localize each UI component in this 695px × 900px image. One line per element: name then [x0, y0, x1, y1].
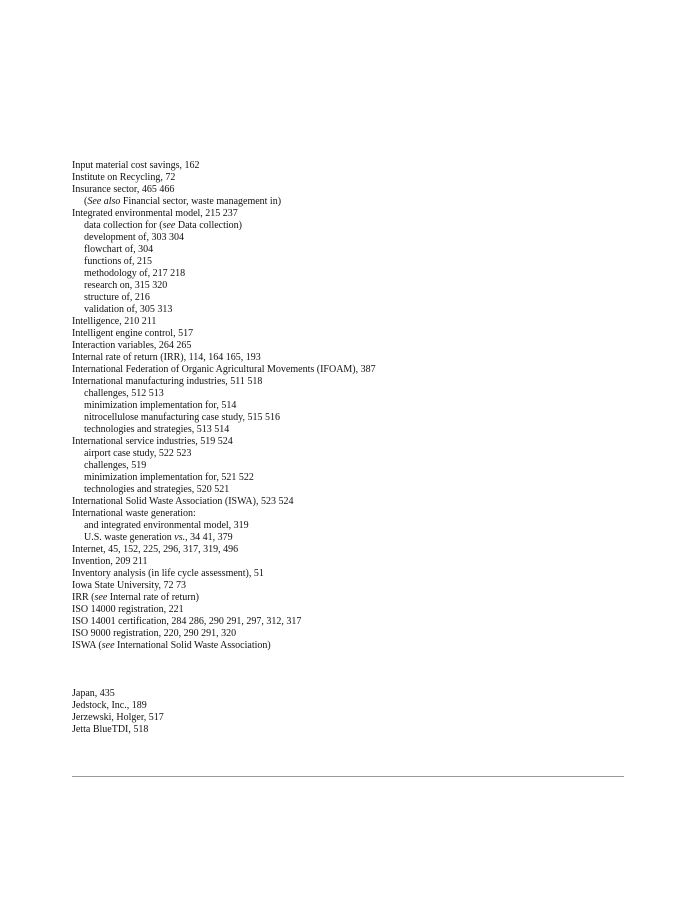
entry-text: International Solid Waste Association): [114, 640, 271, 651]
entry-text: functions of, 215: [84, 256, 153, 267]
entry-text: and integrated environmental model, 319: [84, 520, 249, 531]
index-subentry: [72, 424, 632, 436]
index-section-i: [72, 160, 632, 652]
index-entry: [72, 184, 632, 196]
entry-text: International manufacturing industries, 511 518: [72, 376, 263, 387]
entry-text: Internal rate of return): [107, 592, 199, 603]
index-entry: [72, 352, 632, 364]
index-subentry: [72, 304, 632, 316]
index-subentry: [72, 484, 632, 496]
index-subentry: [72, 220, 632, 232]
entry-text: Input material cost savings, 162: [72, 160, 200, 171]
entry-text: technologies and strategies, 520 521: [84, 484, 230, 495]
entry-text: ISO 14001 certification, 284 286, 290 291, 297, 312, 317: [72, 616, 302, 627]
entry-text: minimization implementation for, 514: [84, 400, 237, 411]
entry-text: International Federation of Organic Agricultural Movements (IFOAM), 387: [72, 364, 376, 375]
entry-text: development of, 303 304: [84, 232, 184, 243]
index-entry: [72, 604, 632, 616]
entry-text: flowchart of, 304: [84, 244, 154, 255]
footer-rule: [72, 776, 624, 777]
index-subentry: [72, 388, 632, 400]
index-entry: [72, 556, 632, 568]
index-entry: [72, 544, 632, 556]
entry-text: Insurance sector, 465 466: [72, 184, 175, 195]
index-subentry: [72, 292, 632, 304]
index-subentry: [72, 532, 632, 544]
entry-text: International service industries, 519 524: [72, 436, 233, 447]
entry-text: Data collection): [175, 220, 242, 231]
index-subentry: [72, 472, 632, 484]
entry-text: Intelligent engine control, 517: [72, 328, 194, 339]
entry-text: Jerzewski, Holger, 517: [72, 712, 164, 723]
index-subentry: [72, 244, 632, 256]
entry-text: methodology of, 217 218: [84, 268, 186, 279]
entry-text: nitrocellulose manufacturing case study, 515 516: [84, 412, 280, 423]
entry-prefix: data collection for (: [84, 220, 163, 231]
index-subentry: [72, 232, 632, 244]
index-subentry: [72, 448, 632, 460]
entry-text: Integrated environmental model, 215 237: [72, 208, 238, 219]
index-entry: [72, 340, 632, 352]
entry-text: Iowa State University, 72 73: [72, 580, 187, 591]
index-section-j: [72, 688, 632, 736]
entry-crossref-term: see: [101, 640, 115, 651]
entry-text: International waste generation:: [72, 508, 196, 519]
index-entry: [72, 700, 632, 712]
entry-prefix: U.S. waste generation: [84, 532, 175, 543]
entry-text: airport case study, 522 523: [84, 448, 192, 459]
index-entry: [72, 328, 632, 340]
entry-text: technologies and strategies, 513 514: [84, 424, 230, 435]
entry-crossref-term: see: [94, 592, 108, 603]
index-entry: [72, 616, 632, 628]
entry-text: challenges, 512 513: [84, 388, 164, 399]
index-entry: [72, 628, 632, 640]
entry-text: Inventory analysis (in life cycle assessment), 51: [72, 568, 264, 579]
index-entry: [72, 580, 632, 592]
index-entry: [72, 376, 632, 388]
entry-text: Institute on Recycling, 72: [72, 172, 176, 183]
index-entry: [72, 316, 632, 328]
index-subentry: [72, 400, 632, 412]
entry-text: research on, 315 320: [84, 280, 168, 291]
index-entry: [72, 172, 632, 184]
entry-prefix: ISWA (: [72, 640, 102, 651]
index-entry: [72, 160, 632, 172]
index-entry: [72, 592, 632, 604]
entry-text: , 34 41, 379: [185, 532, 233, 543]
entry-text: challenges, 519: [84, 460, 147, 471]
index-entry: [72, 568, 632, 580]
entry-text: Invention, 209 211: [72, 556, 148, 567]
index-subentry: [72, 520, 632, 532]
index-entry: [72, 688, 632, 700]
index-subentry: [72, 196, 632, 208]
index-entry: [72, 496, 632, 508]
entry-text: Intelligence, 210 211: [72, 316, 157, 327]
index-entry: [72, 208, 632, 220]
index-subentry: [72, 280, 632, 292]
entry-crossref-term: see: [162, 220, 176, 231]
index-entry: [72, 364, 632, 376]
entry-text: Financial sector, waste management in): [120, 196, 282, 207]
entry-prefix: IRR (: [72, 592, 95, 603]
entry-text: ISO 9000 registration, 220, 290 291, 320: [72, 628, 237, 639]
entry-text: Interaction variables, 264 265: [72, 340, 192, 351]
entry-text: minimization implementation for, 521 522: [84, 472, 254, 483]
index-entry: [72, 640, 632, 652]
index-entry: [72, 712, 632, 724]
entry-text: Internal rate of return (IRR), 114, 164 165, 193: [72, 352, 261, 363]
entry-text: Jetta BlueTDI, 518: [72, 724, 149, 735]
index-entry: [72, 508, 632, 520]
entry-text: Japan, 435: [72, 688, 115, 699]
index-entry: [72, 436, 632, 448]
index-entry: [72, 724, 632, 736]
entry-text: structure of, 216: [84, 292, 150, 303]
entry-crossref-term: See also: [87, 196, 121, 207]
index-subentry: [72, 256, 632, 268]
entry-text: International Solid Waste Association (ISWA), 523 524: [72, 496, 294, 507]
entry-text: Internet, 45, 152, 225, 296, 317, 319, 496: [72, 544, 239, 555]
index-subentry: [72, 460, 632, 472]
index-subentry: [72, 268, 632, 280]
entry-crossref-term: vs.: [174, 532, 186, 543]
entry-text: Jedstock, Inc., 189: [72, 700, 147, 711]
entry-prefix: (: [84, 196, 88, 207]
index-subentry: [72, 412, 632, 424]
entry-text: ISO 14000 registration, 221: [72, 604, 184, 615]
entry-text: validation of, 305 313: [84, 304, 173, 315]
